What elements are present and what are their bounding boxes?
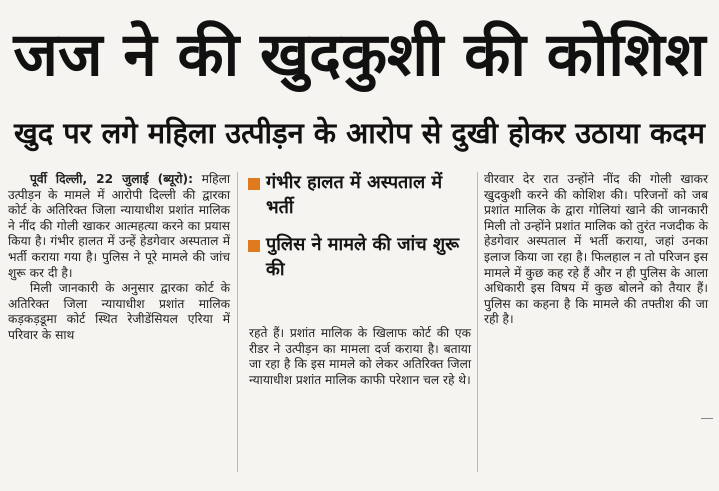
highlight-text: गंभीर हालत में अस्पताल में भर्ती [266,172,443,218]
highlight-item [248,232,470,282]
article-column-2 [249,326,471,388]
square-bullet-icon [248,178,260,190]
dateline-text: पूर्वी दिल्ली, 22 जुलाई (ब्यूरो): [30,172,193,186]
highlights-box [248,170,470,294]
headline: जज ने की खुदकुशी की कोशिश [13,20,706,90]
paragraph: मिली जानकारी के अनुसार द्वारका कोर्ट के अतिरिक्त जिला न्यायाधीश प्रशांत मालिक कड़कड़डूमा कोर्ट स्थित रेजीडेंसियल एरिया में परिवार के साथ [8,281,230,342]
paragraph: महिला उत्पीड़न के मामले में आरोपी दिल्ली की द्वारका कोर्ट के अतिरिक्त जिला न्यायाधीश प्रशांत मालिक ने नींद की गोली खाकर आत्महत्या करने का प्रयास किया है। गंभीर हालत में उन्हें हेडगेवार अस्पताल में भर्ती कराया गया है। पुलिस ने पूरे मामले की जांच शुरू कर दी है। [8,172,230,280]
paragraph: रहते हैं। प्रशांत मालिक के खिलाफ कोर्ट की एक रीडर ने उत्पीड़न का मामला दर्ज कराया है। बताया जा रहा है कि इस मामले को लेकर अतिरिक्त जिला न्यायाधीश प्रशांत मालिक काफी परेशान चल रहे थे। [249,326,471,387]
highlight-item [248,170,470,220]
dateline [8,172,230,281]
article-column-3 [484,172,708,328]
column-divider [477,172,478,472]
crop-mark [701,418,713,419]
column-divider [237,172,238,472]
subheadline: खुद पर लगे महिला उत्पीड़न के आरोप से दुखी होकर उठाया कदम [13,116,705,150]
square-bullet-icon [248,240,260,252]
highlight-text: पुलिस ने मामले की जांच शुरू की [266,234,460,280]
paragraph: वीरवार देर रात उन्होंने नींद की गोली खाकर खुदकुशी करने की कोशिश की। परिजनों को जब प्रशांत मालिक के द्वारा गोलियां खाने की जानकारी मिली तो उन्होंने प्रशांत मालिक को तुरंत नजदीक के हेडगेवार अस्पताल में भर्ती कराया, जहां उनका इलाज किया जा रहा है। फिलहाल न तो परिजन इस मामले में कुछ कह रहे हैं और न ही पुलिस के आला अधिकारी इस विषय में कुछ बोलने को तैयार हैं। पुलिस का कहना है कि मामले की तफ्तीश की जा रही है। [484,172,708,327]
article-column-1 [8,172,230,344]
